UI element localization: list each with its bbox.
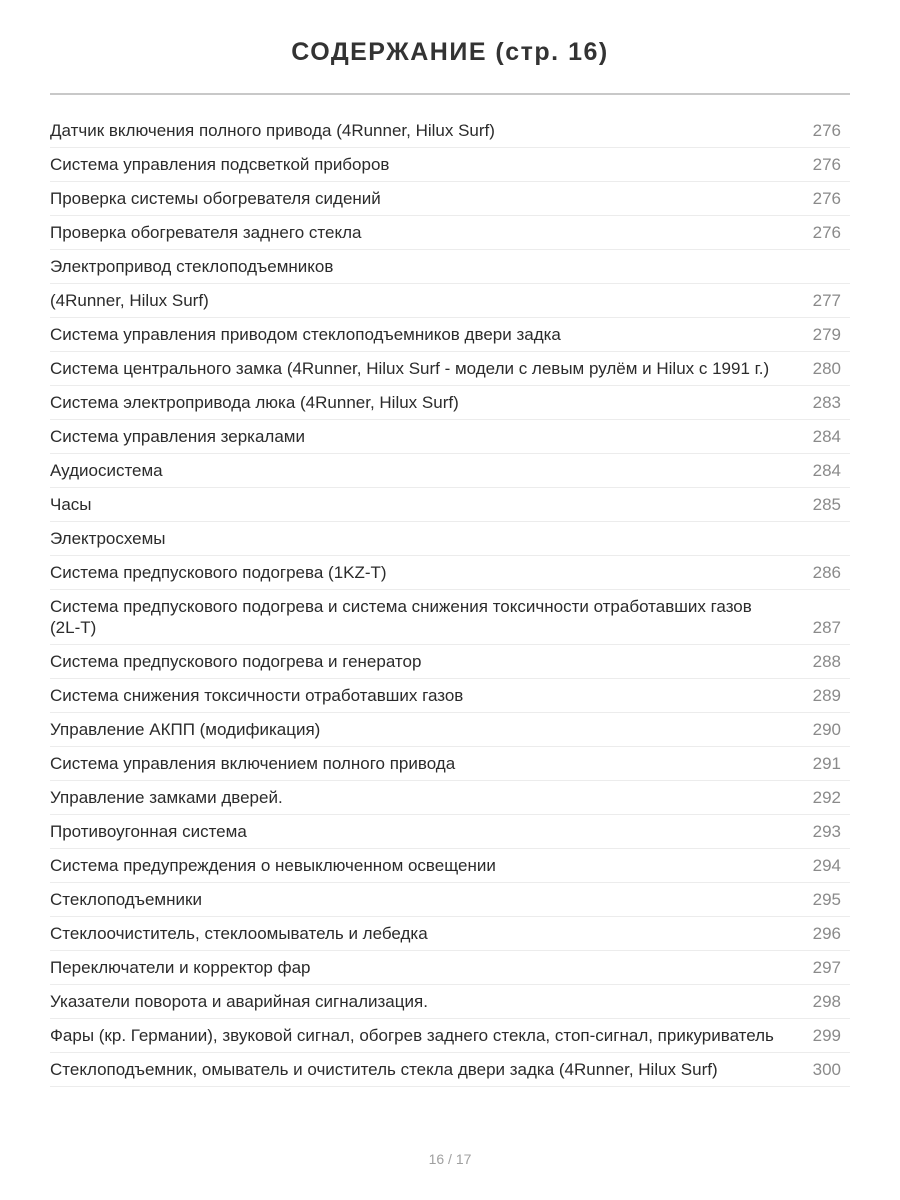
toc-entry-title[interactable]: Система электропривода люка (4Runner, Hilux Surf) bbox=[50, 393, 459, 412]
toc-entry-page: 294 bbox=[812, 856, 841, 875]
toc-entry-page: 276 bbox=[812, 121, 841, 140]
toc-entry-title[interactable]: Стеклоочиститель, стеклоомыватель и лебедка bbox=[50, 924, 428, 943]
toc-row[interactable] bbox=[50, 713, 850, 747]
toc-row[interactable] bbox=[50, 883, 850, 917]
toc-entry-title[interactable]: Управление АКПП (модификация) bbox=[50, 720, 321, 739]
toc-row[interactable] bbox=[50, 386, 850, 420]
toc-entry-page: 299 bbox=[812, 1026, 841, 1045]
toc-entry-title[interactable]: Противоугонная система bbox=[50, 822, 247, 841]
toc-entry-page: 284 bbox=[812, 461, 841, 480]
toc-entry-title[interactable]: Система предупреждения о невыключенном освещении bbox=[50, 856, 496, 875]
toc-entry-title[interactable]: Управление замками дверей. bbox=[50, 788, 283, 807]
toc-entry-page: 276 bbox=[812, 223, 841, 242]
toc-row[interactable] bbox=[50, 216, 850, 250]
toc-entry-title[interactable]: Система управления зеркалами bbox=[50, 427, 305, 446]
toc-entry-page: 297 bbox=[812, 958, 841, 977]
toc-row[interactable] bbox=[50, 645, 850, 679]
toc-entry-title[interactable]: Фары (кр. Германии), звуковой сигнал, обогрев заднего стекла, стоп-сигнал, прикуриватель bbox=[50, 1026, 774, 1045]
toc-entry-page: 279 bbox=[812, 325, 841, 344]
toc-entry-page: 295 bbox=[812, 890, 841, 909]
toc-row[interactable] bbox=[50, 747, 850, 781]
toc-entry-title[interactable]: Проверка обогревателя заднего стекла bbox=[50, 223, 362, 242]
toc-row[interactable] bbox=[50, 917, 850, 951]
page-title: СОДЕРЖАНИЕ (стр. 16) bbox=[291, 38, 609, 66]
toc-entry-page: 276 bbox=[812, 155, 841, 174]
toc-row[interactable] bbox=[50, 284, 850, 318]
toc-row[interactable] bbox=[50, 849, 850, 883]
toc-entry-page: 277 bbox=[812, 291, 841, 310]
toc-entry-page: 284 bbox=[812, 427, 841, 446]
toc-entry-page: 286 bbox=[812, 563, 841, 582]
toc-row[interactable] bbox=[50, 985, 850, 1019]
toc-entry-title[interactable]: Система центрального замка (4Runner, Hilux Surf - модели с левым рулём и Hilux с 1991 г.) bbox=[50, 359, 770, 378]
toc-row[interactable] bbox=[50, 1019, 850, 1053]
toc-entry-page: 283 bbox=[812, 393, 841, 412]
toc-entry-title[interactable]: Система управления включением полного привода bbox=[50, 754, 456, 773]
toc-entry-page: 290 bbox=[812, 720, 841, 739]
toc-entry-title[interactable]: Система снижения токсичности отработавших газов bbox=[50, 686, 464, 705]
toc-row[interactable] bbox=[50, 250, 850, 284]
toc-entry-title[interactable]: Стеклоподъемник, омыватель и очиститель стекла двери задка (4Runner, Hilux Surf) bbox=[50, 1060, 718, 1079]
toc-entry-title[interactable]: Система управления подсветкой приборов bbox=[50, 155, 390, 174]
toc-row[interactable] bbox=[50, 182, 850, 216]
toc-row[interactable] bbox=[50, 420, 850, 454]
toc-row[interactable] bbox=[50, 951, 850, 985]
toc-entry-title[interactable]: Часы bbox=[50, 495, 92, 514]
toc-entry-page: 293 bbox=[812, 822, 841, 841]
toc-row[interactable] bbox=[50, 781, 850, 815]
toc-entry-title[interactable]: Датчик включения полного привода (4Runner, Hilux Surf) bbox=[50, 121, 495, 140]
toc-entry-title[interactable]: Система управления приводом стеклоподъемников двери задка bbox=[50, 325, 561, 344]
toc-entry-page: 287 bbox=[812, 618, 841, 637]
toc-entry-page: 280 bbox=[812, 359, 841, 378]
toc-entry-title[interactable]: Система предпускового подогрева (1KZ-T) bbox=[50, 563, 387, 582]
toc-row[interactable] bbox=[50, 148, 850, 182]
toc-entry-page: 292 bbox=[812, 788, 841, 807]
toc-entry-page: 298 bbox=[812, 992, 841, 1011]
toc-entry-title[interactable]: Переключатели и корректор фар bbox=[50, 958, 311, 977]
toc-row[interactable] bbox=[50, 488, 850, 522]
toc-entry-title[interactable]: (4Runner, Hilux Surf) bbox=[50, 291, 209, 310]
toc-entry-title[interactable]: Электропривод стеклоподъемников bbox=[50, 257, 334, 276]
toc-row[interactable] bbox=[50, 679, 850, 713]
toc-entry-title[interactable]: Проверка системы обогревателя сидений bbox=[50, 189, 381, 208]
toc-entry-title[interactable]: Электросхемы bbox=[50, 529, 166, 548]
toc-entry-page: 288 bbox=[812, 652, 841, 671]
toc-entry-title[interactable]: Указатели поворота и аварийная сигнализация. bbox=[50, 992, 428, 1011]
toc-entry-page: 276 bbox=[812, 189, 841, 208]
title-divider bbox=[50, 93, 850, 95]
toc-entry-title[interactable]: Аудиосистема bbox=[50, 461, 163, 480]
toc-list bbox=[50, 114, 850, 1087]
toc-row[interactable] bbox=[50, 1053, 850, 1087]
toc-row[interactable] bbox=[50, 590, 850, 645]
toc-row[interactable] bbox=[50, 815, 850, 849]
toc-entry-page: 289 bbox=[812, 686, 841, 705]
toc-row[interactable] bbox=[50, 352, 850, 386]
toc-row[interactable] bbox=[50, 318, 850, 352]
toc-row[interactable] bbox=[50, 556, 850, 590]
toc-entry-page: 300 bbox=[812, 1060, 841, 1079]
page-indicator: 16 / 17 bbox=[428, 1151, 472, 1167]
toc-entry-page: 296 bbox=[812, 924, 841, 943]
toc-row[interactable] bbox=[50, 114, 850, 148]
toc-row[interactable] bbox=[50, 454, 850, 488]
toc-entry-page: 285 bbox=[812, 495, 841, 514]
toc-entry-page: 291 bbox=[812, 754, 841, 773]
toc-row[interactable] bbox=[50, 522, 850, 556]
toc-entry-title[interactable]: Система предпускового подогрева и система снижения токсичности отработавших газов (2L-T) bbox=[50, 597, 752, 637]
toc-entry-title[interactable]: Система предпускового подогрева и генератор bbox=[50, 652, 422, 671]
toc-entry-title[interactable]: Стеклоподъемники bbox=[50, 890, 202, 909]
